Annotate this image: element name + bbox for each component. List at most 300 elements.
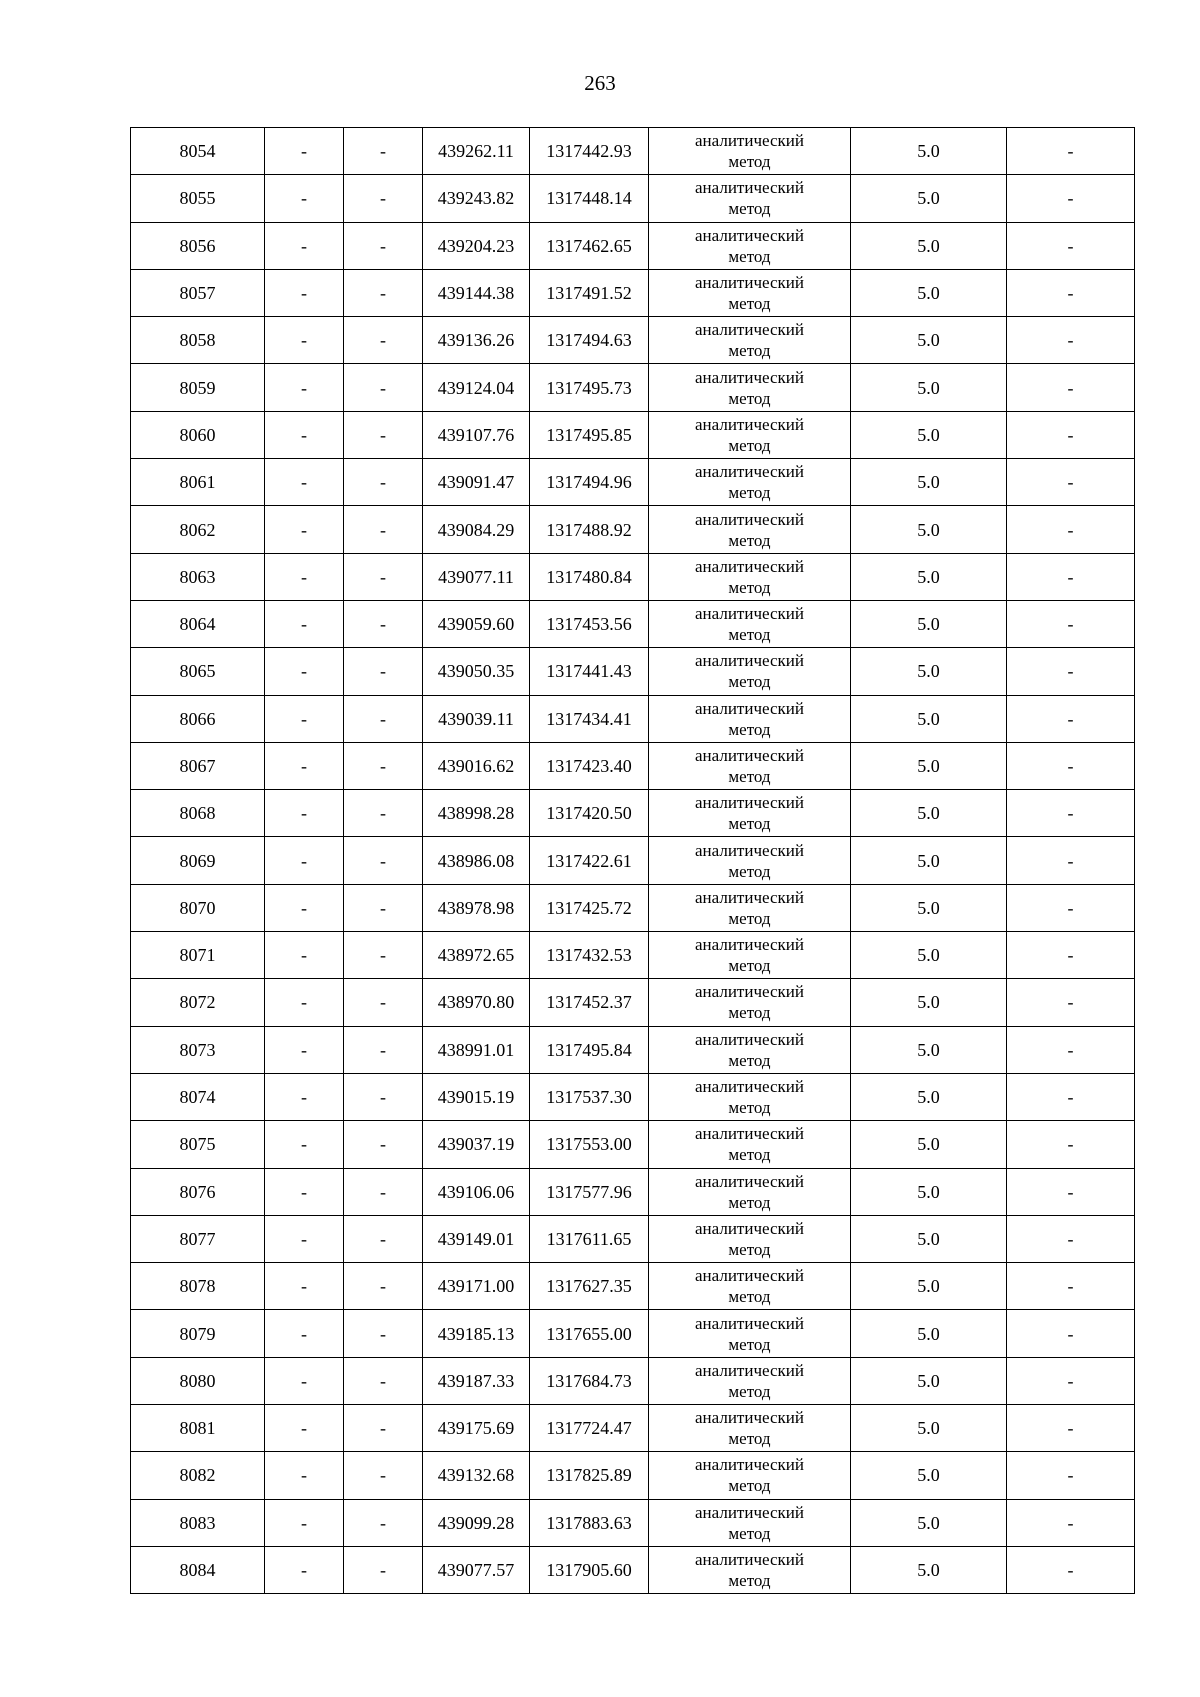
- dash-cell-3: -: [1007, 1263, 1135, 1310]
- method-line: метод: [728, 246, 771, 266]
- dash-cell-2: -: [344, 1499, 423, 1546]
- point-number-cell: 8084: [131, 1546, 265, 1593]
- x-coordinate-cell: 439050.35: [423, 648, 530, 695]
- x-coordinate-cell: 439077.57: [423, 1546, 530, 1593]
- dash-cell-2: -: [344, 1405, 423, 1452]
- x-coordinate-cell: 438986.08: [423, 837, 530, 884]
- point-number-cell: 8070: [131, 884, 265, 931]
- accuracy-cell: 5.0: [851, 411, 1007, 458]
- accuracy-cell: 5.0: [851, 1310, 1007, 1357]
- y-coordinate-cell: 1317495.73: [530, 364, 649, 411]
- method-line: метод: [728, 719, 771, 739]
- x-coordinate-cell: 439037.19: [423, 1121, 530, 1168]
- y-coordinate-cell: 1317684.73: [530, 1357, 649, 1404]
- table-row: [131, 979, 1135, 1026]
- dash-cell-2: -: [344, 979, 423, 1026]
- y-coordinate-cell: 1317495.85: [530, 411, 649, 458]
- x-coordinate-cell: 439175.69: [423, 1405, 530, 1452]
- dash-cell-1: -: [265, 979, 344, 1026]
- dash-cell-1: -: [265, 742, 344, 789]
- accuracy-cell: 5.0: [851, 1405, 1007, 1452]
- dash-cell-1: -: [265, 1310, 344, 1357]
- method-line: метод: [728, 294, 771, 314]
- dash-cell-2: -: [344, 317, 423, 364]
- dash-cell-1: -: [265, 1452, 344, 1499]
- point-number-cell: 8081: [131, 1405, 265, 1452]
- method-cell: [649, 128, 851, 175]
- dash-cell-3: -: [1007, 1452, 1135, 1499]
- y-coordinate-cell: 1317655.00: [530, 1310, 649, 1357]
- dash-cell-1: -: [265, 222, 344, 269]
- method-cell: [649, 1073, 851, 1120]
- method-line: аналитический: [695, 1124, 804, 1144]
- method-line: аналитический: [695, 556, 804, 576]
- dash-cell-1: -: [265, 175, 344, 222]
- dash-cell-3: -: [1007, 648, 1135, 695]
- table-row: [131, 648, 1135, 695]
- dash-cell-3: -: [1007, 1121, 1135, 1168]
- dash-cell-3: -: [1007, 128, 1135, 175]
- dash-cell-2: -: [344, 1357, 423, 1404]
- method-cell: [649, 459, 851, 506]
- method-line: аналитический: [695, 935, 804, 955]
- accuracy-cell: 5.0: [851, 1263, 1007, 1310]
- dash-cell-1: -: [265, 506, 344, 553]
- table-row: [131, 553, 1135, 600]
- method-line: аналитический: [695, 793, 804, 813]
- table-row: [131, 1452, 1135, 1499]
- method-line: аналитический: [695, 746, 804, 765]
- y-coordinate-cell: 1317825.89: [530, 1452, 649, 1499]
- method-cell: [649, 317, 851, 364]
- dash-cell-1: -: [265, 1168, 344, 1215]
- point-number-cell: 8083: [131, 1499, 265, 1546]
- dash-cell-2: -: [344, 648, 423, 695]
- method-line: аналитический: [695, 604, 804, 624]
- method-line: аналитический: [695, 225, 804, 245]
- method-cell: [649, 553, 851, 600]
- method-line: метод: [728, 1050, 771, 1070]
- y-coordinate-cell: 1317432.53: [530, 932, 649, 979]
- y-coordinate-cell: 1317423.40: [530, 742, 649, 789]
- method-line: аналитический: [695, 1077, 804, 1097]
- method-line: аналитический: [695, 1313, 804, 1333]
- dash-cell-1: -: [265, 600, 344, 647]
- dash-cell-2: -: [344, 790, 423, 837]
- dash-cell-2: -: [344, 269, 423, 316]
- method-line: метод: [728, 1429, 771, 1449]
- dash-cell-3: -: [1007, 790, 1135, 837]
- dash-cell-2: -: [344, 459, 423, 506]
- method-line: метод: [728, 152, 771, 172]
- point-number-cell: 8063: [131, 553, 265, 600]
- dash-cell-3: -: [1007, 600, 1135, 647]
- accuracy-cell: 5.0: [851, 1499, 1007, 1546]
- accuracy-cell: 5.0: [851, 790, 1007, 837]
- accuracy-cell: 5.0: [851, 932, 1007, 979]
- dash-cell-1: -: [265, 790, 344, 837]
- accuracy-cell: 5.0: [851, 128, 1007, 175]
- method-line: метод: [728, 908, 771, 928]
- method-line: аналитический: [695, 367, 804, 387]
- dash-cell-3: -: [1007, 932, 1135, 979]
- method-cell: [649, 979, 851, 1026]
- method-cell: [649, 269, 851, 316]
- y-coordinate-cell: 1317491.52: [530, 269, 649, 316]
- accuracy-cell: 5.0: [851, 837, 1007, 884]
- dash-cell-2: -: [344, 837, 423, 884]
- table-row: [131, 269, 1135, 316]
- dash-cell-3: -: [1007, 1026, 1135, 1073]
- table-row: [131, 1357, 1135, 1404]
- dash-cell-1: -: [265, 1026, 344, 1073]
- method-line: метод: [728, 341, 771, 361]
- y-coordinate-cell: 1317420.50: [530, 790, 649, 837]
- method-line: метод: [728, 1003, 771, 1023]
- dash-cell-2: -: [344, 1121, 423, 1168]
- dash-cell-2: -: [344, 1168, 423, 1215]
- dash-cell-2: -: [344, 1026, 423, 1073]
- dash-cell-2: -: [344, 1073, 423, 1120]
- y-coordinate-cell: 1317441.43: [530, 648, 649, 695]
- accuracy-cell: 5.0: [851, 506, 1007, 553]
- dash-cell-3: -: [1007, 979, 1135, 1026]
- method-cell: [649, 1121, 851, 1168]
- table-row: [131, 459, 1135, 506]
- accuracy-cell: 5.0: [851, 553, 1007, 600]
- table-row: [131, 695, 1135, 742]
- table-row: [131, 506, 1135, 553]
- accuracy-cell: 5.0: [851, 175, 1007, 222]
- x-coordinate-cell: 439204.23: [423, 222, 530, 269]
- dash-cell-3: -: [1007, 1357, 1135, 1404]
- method-line: аналитический: [695, 462, 804, 482]
- accuracy-cell: 5.0: [851, 1121, 1007, 1168]
- method-cell: [649, 837, 851, 884]
- x-coordinate-cell: 439187.33: [423, 1357, 530, 1404]
- point-number-cell: 8057: [131, 269, 265, 316]
- method-line: метод: [728, 1476, 771, 1496]
- dash-cell-3: -: [1007, 1499, 1135, 1546]
- method-cell: [649, 1310, 851, 1357]
- method-line: метод: [728, 1334, 771, 1354]
- method-line: аналитический: [695, 1502, 804, 1522]
- dash-cell-3: -: [1007, 1215, 1135, 1262]
- table-row: [131, 128, 1135, 175]
- method-line: аналитический: [695, 178, 804, 198]
- point-number-cell: 8079: [131, 1310, 265, 1357]
- method-line: метод: [728, 530, 771, 550]
- dash-cell-1: -: [265, 1499, 344, 1546]
- dash-cell-1: -: [265, 932, 344, 979]
- dash-cell-1: -: [265, 411, 344, 458]
- accuracy-cell: 5.0: [851, 979, 1007, 1026]
- method-line: метод: [728, 1239, 771, 1259]
- point-number-cell: 8066: [131, 695, 265, 742]
- method-line: метод: [728, 1523, 771, 1543]
- dash-cell-2: -: [344, 364, 423, 411]
- dash-cell-2: -: [344, 128, 423, 175]
- table-body: [131, 128, 1135, 1594]
- method-cell: [649, 411, 851, 458]
- dash-cell-1: -: [265, 364, 344, 411]
- dash-cell-1: -: [265, 128, 344, 175]
- method-cell: [649, 364, 851, 411]
- method-cell: [649, 222, 851, 269]
- x-coordinate-cell: 439124.04: [423, 364, 530, 411]
- accuracy-cell: 5.0: [851, 459, 1007, 506]
- dash-cell-1: -: [265, 648, 344, 695]
- table-row: [131, 1263, 1135, 1310]
- y-coordinate-cell: 1317577.96: [530, 1168, 649, 1215]
- dash-cell-3: -: [1007, 411, 1135, 458]
- accuracy-cell: 5.0: [851, 600, 1007, 647]
- dash-cell-3: -: [1007, 1073, 1135, 1120]
- method-cell: [649, 648, 851, 695]
- dash-cell-1: -: [265, 837, 344, 884]
- method-line: аналитический: [695, 131, 804, 151]
- point-number-cell: 8061: [131, 459, 265, 506]
- method-line: аналитический: [695, 1171, 804, 1191]
- table-row: [131, 600, 1135, 647]
- method-cell: [649, 600, 851, 647]
- table-row: [131, 1215, 1135, 1262]
- method-line: аналитический: [695, 1218, 804, 1238]
- method-line: метод: [728, 1287, 771, 1307]
- dash-cell-2: -: [344, 695, 423, 742]
- dash-cell-2: -: [344, 175, 423, 222]
- x-coordinate-cell: 439039.11: [423, 695, 530, 742]
- method-line: аналитический: [695, 698, 804, 718]
- accuracy-cell: 5.0: [851, 1026, 1007, 1073]
- y-coordinate-cell: 1317724.47: [530, 1405, 649, 1452]
- method-line: аналитический: [695, 273, 804, 293]
- dash-cell-3: -: [1007, 1405, 1135, 1452]
- y-coordinate-cell: 1317434.41: [530, 695, 649, 742]
- table-row: [131, 317, 1135, 364]
- y-coordinate-cell: 1317452.37: [530, 979, 649, 1026]
- point-number-cell: 8071: [131, 932, 265, 979]
- y-coordinate-cell: 1317627.35: [530, 1263, 649, 1310]
- accuracy-cell: 5.0: [851, 695, 1007, 742]
- x-coordinate-cell: 439132.68: [423, 1452, 530, 1499]
- table-row: [131, 884, 1135, 931]
- table-row: [131, 1546, 1135, 1593]
- dash-cell-1: -: [265, 1121, 344, 1168]
- method-cell: [649, 1405, 851, 1452]
- point-number-cell: 8060: [131, 411, 265, 458]
- dash-cell-2: -: [344, 506, 423, 553]
- dash-cell-3: -: [1007, 553, 1135, 600]
- method-cell: [649, 932, 851, 979]
- y-coordinate-cell: 1317453.56: [530, 600, 649, 647]
- method-cell: [649, 1168, 851, 1215]
- coordinates-table: [130, 127, 1135, 1594]
- y-coordinate-cell: 1317494.96: [530, 459, 649, 506]
- method-line: метод: [728, 577, 771, 597]
- point-number-cell: 8062: [131, 506, 265, 553]
- dash-cell-2: -: [344, 1215, 423, 1262]
- method-line: метод: [728, 1145, 771, 1165]
- table-row: [131, 364, 1135, 411]
- dash-cell-2: -: [344, 884, 423, 931]
- method-cell: [649, 1452, 851, 1499]
- method-line: аналитический: [695, 1550, 804, 1570]
- y-coordinate-cell: 1317422.61: [530, 837, 649, 884]
- method-line: аналитический: [695, 1029, 804, 1049]
- dash-cell-3: -: [1007, 269, 1135, 316]
- table-row: [131, 1121, 1135, 1168]
- accuracy-cell: 5.0: [851, 1452, 1007, 1499]
- method-line: аналитический: [695, 320, 804, 340]
- dash-cell-2: -: [344, 1310, 423, 1357]
- dash-cell-1: -: [265, 269, 344, 316]
- x-coordinate-cell: 439136.26: [423, 317, 530, 364]
- point-number-cell: 8078: [131, 1263, 265, 1310]
- accuracy-cell: 5.0: [851, 1357, 1007, 1404]
- table-row: [131, 790, 1135, 837]
- dash-cell-2: -: [344, 600, 423, 647]
- dash-cell-1: -: [265, 1263, 344, 1310]
- point-number-cell: 8077: [131, 1215, 265, 1262]
- method-line: метод: [728, 672, 771, 692]
- x-coordinate-cell: 438972.65: [423, 932, 530, 979]
- method-line: аналитический: [695, 1360, 804, 1380]
- dash-cell-3: -: [1007, 459, 1135, 506]
- point-number-cell: 8069: [131, 837, 265, 884]
- y-coordinate-cell: 1317553.00: [530, 1121, 649, 1168]
- y-coordinate-cell: 1317488.92: [530, 506, 649, 553]
- x-coordinate-cell: 439149.01: [423, 1215, 530, 1262]
- dash-cell-3: -: [1007, 175, 1135, 222]
- dash-cell-3: -: [1007, 884, 1135, 931]
- dash-cell-1: -: [265, 317, 344, 364]
- table-row: [131, 1310, 1135, 1357]
- y-coordinate-cell: 1317883.63: [530, 1499, 649, 1546]
- dash-cell-1: -: [265, 884, 344, 931]
- dash-cell-2: -: [344, 222, 423, 269]
- method-line: аналитический: [695, 651, 804, 671]
- method-cell: [649, 1546, 851, 1593]
- y-coordinate-cell: 1317611.65: [530, 1215, 649, 1262]
- method-cell: [649, 742, 851, 789]
- dash-cell-3: -: [1007, 695, 1135, 742]
- method-cell: [649, 1499, 851, 1546]
- dash-cell-2: -: [344, 1546, 423, 1593]
- x-coordinate-cell: 438970.80: [423, 979, 530, 1026]
- accuracy-cell: 5.0: [851, 884, 1007, 931]
- page-number: 263: [584, 71, 616, 95]
- dash-cell-1: -: [265, 1546, 344, 1593]
- dash-cell-3: -: [1007, 1546, 1135, 1593]
- accuracy-cell: 5.0: [851, 364, 1007, 411]
- method-cell: [649, 506, 851, 553]
- table-row: [131, 1073, 1135, 1120]
- dash-cell-3: -: [1007, 364, 1135, 411]
- method-line: аналитический: [695, 1408, 804, 1428]
- dash-cell-3: -: [1007, 837, 1135, 884]
- x-coordinate-cell: 439185.13: [423, 1310, 530, 1357]
- dash-cell-2: -: [344, 1452, 423, 1499]
- x-coordinate-cell: 439144.38: [423, 269, 530, 316]
- dash-cell-3: -: [1007, 742, 1135, 789]
- accuracy-cell: 5.0: [851, 222, 1007, 269]
- point-number-cell: 8055: [131, 175, 265, 222]
- point-number-cell: 8067: [131, 742, 265, 789]
- x-coordinate-cell: 439091.47: [423, 459, 530, 506]
- method-line: метод: [728, 956, 771, 976]
- table-row: [131, 837, 1135, 884]
- x-coordinate-cell: 439106.06: [423, 1168, 530, 1215]
- dash-cell-3: -: [1007, 222, 1135, 269]
- dash-cell-3: -: [1007, 317, 1135, 364]
- method-cell: [649, 790, 851, 837]
- x-coordinate-cell: 439171.00: [423, 1263, 530, 1310]
- method-cell: [649, 175, 851, 222]
- x-coordinate-cell: 438991.01: [423, 1026, 530, 1073]
- dash-cell-1: -: [265, 459, 344, 506]
- dash-cell-1: -: [265, 553, 344, 600]
- x-coordinate-cell: 439077.11: [423, 553, 530, 600]
- point-number-cell: 8076: [131, 1168, 265, 1215]
- y-coordinate-cell: 1317480.84: [530, 553, 649, 600]
- dash-cell-1: -: [265, 1357, 344, 1404]
- dash-cell-1: -: [265, 1405, 344, 1452]
- x-coordinate-cell: 438978.98: [423, 884, 530, 931]
- accuracy-cell: 5.0: [851, 317, 1007, 364]
- table-row: [131, 1168, 1135, 1215]
- accuracy-cell: 5.0: [851, 1073, 1007, 1120]
- y-coordinate-cell: 1317905.60: [530, 1546, 649, 1593]
- method-line: аналитический: [695, 840, 804, 860]
- x-coordinate-cell: 439262.11: [423, 128, 530, 175]
- x-coordinate-cell: 439243.82: [423, 175, 530, 222]
- dash-cell-1: -: [265, 1073, 344, 1120]
- point-number-cell: 8058: [131, 317, 265, 364]
- method-line: метод: [728, 388, 771, 408]
- x-coordinate-cell: 439015.19: [423, 1073, 530, 1120]
- dash-cell-1: -: [265, 1215, 344, 1262]
- method-line: аналитический: [695, 414, 804, 434]
- y-coordinate-cell: 1317495.84: [530, 1026, 649, 1073]
- dash-cell-3: -: [1007, 1168, 1135, 1215]
- method-line: метод: [728, 483, 771, 503]
- table-row: [131, 1405, 1135, 1452]
- dash-cell-1: -: [265, 695, 344, 742]
- point-number-cell: 8073: [131, 1026, 265, 1073]
- method-line: метод: [728, 1381, 771, 1401]
- table-row: [131, 932, 1135, 979]
- method-line: аналитический: [695, 887, 804, 907]
- accuracy-cell: 5.0: [851, 648, 1007, 695]
- point-number-cell: 8082: [131, 1452, 265, 1499]
- dash-cell-3: -: [1007, 506, 1135, 553]
- method-line: метод: [728, 1571, 771, 1591]
- method-line: метод: [728, 625, 771, 645]
- method-cell: [649, 1357, 851, 1404]
- y-coordinate-cell: 1317442.93: [530, 128, 649, 175]
- method-cell: [649, 1026, 851, 1073]
- point-number-cell: 8068: [131, 790, 265, 837]
- method-cell: [649, 884, 851, 931]
- table-row: [131, 175, 1135, 222]
- point-number-cell: 8054: [131, 128, 265, 175]
- point-number-cell: 8056: [131, 222, 265, 269]
- x-coordinate-cell: 439099.28: [423, 1499, 530, 1546]
- accuracy-cell: 5.0: [851, 269, 1007, 316]
- method-line: метод: [728, 1098, 771, 1118]
- point-number-cell: 8074: [131, 1073, 265, 1120]
